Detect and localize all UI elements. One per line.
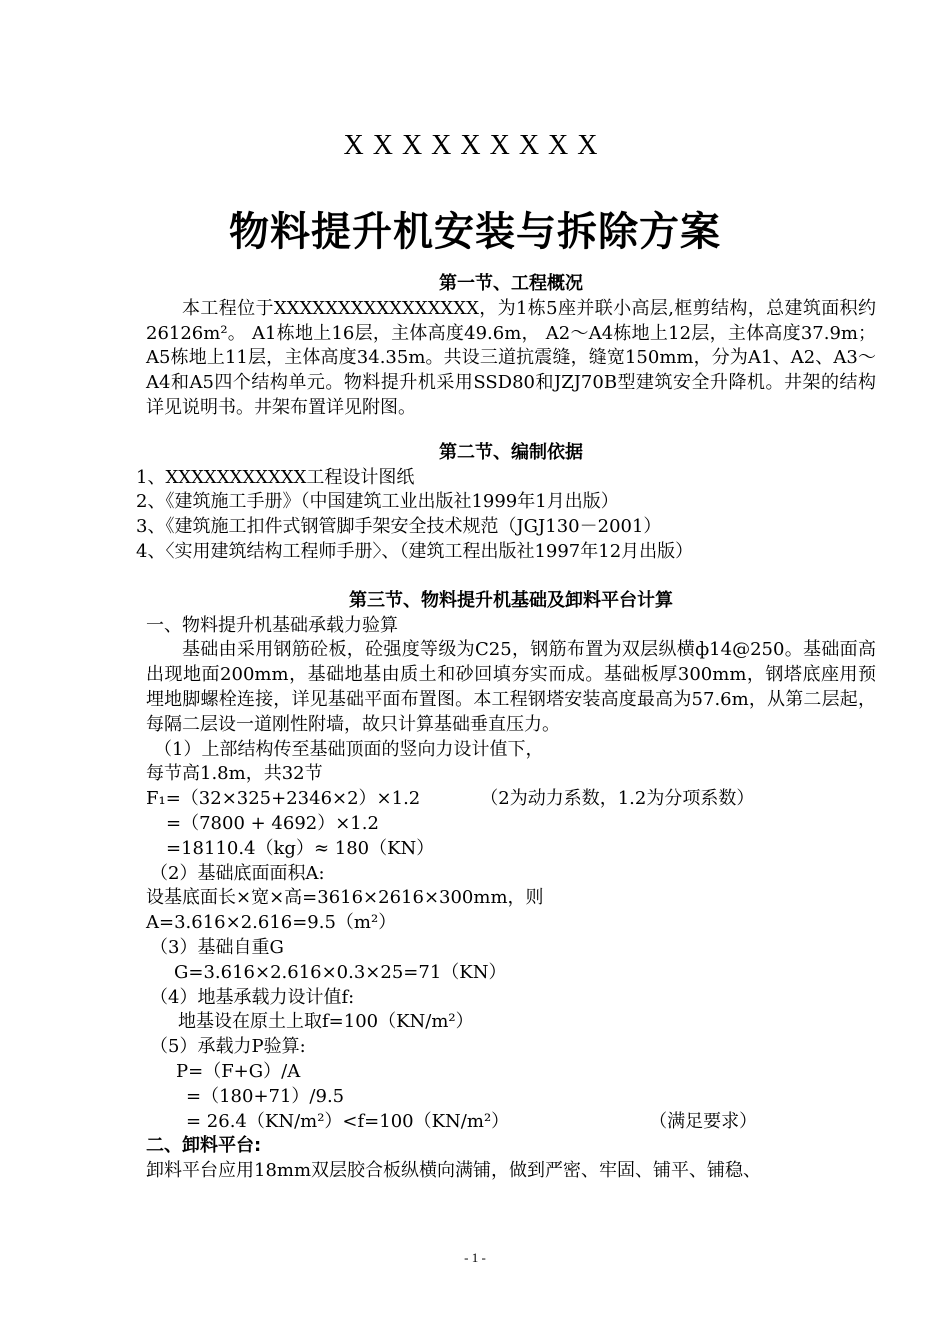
- calc-line: =（180+71）/9.5: [186, 1085, 345, 1107]
- calc-line: （4）地基承载力设计值f:: [150, 986, 355, 1008]
- calc-line: =（7800 + 4692）×1.2: [166, 812, 379, 834]
- section1-heading: 第一节、工程概况: [439, 273, 583, 294]
- reference-list: [136, 466, 876, 565]
- document-body: [136, 272, 876, 1184]
- calc-note: （满足要求）: [649, 1110, 758, 1132]
- calc-line: （5）承载力P验算:: [150, 1036, 306, 1058]
- calc-line: （3）基础自重G: [150, 936, 284, 958]
- section3-paragraph: 基础由采用钢筋砼板，砼强度等级为C25，钢筋布置为双层纵横ф14@250。基础面高出现地面200mm，基础地基由质土和砂回填夯实而成。基础板厚300mm，钢塔底座用预埋地脚螺栓连接，详见基础平面布置图。本工程钢塔安装高度最高为57.6m，从第二层起，每隔二层设一道刚性附墙，故只计算基础垂直压力。: [146, 639, 876, 735]
- section3-sub1: 一、物料提升机基础承载力验算: [146, 614, 398, 636]
- title-code: XXXXXXXXX: [343, 130, 607, 161]
- section3-sub2-text: 卸料平台应用18mm双层胶合板纵横向满铺，做到严密、牢固、铺平、铺稳、: [146, 1160, 762, 1182]
- section2-heading: 第二节、编制依据: [439, 441, 583, 463]
- calc-line: A=3.616×2.616=9.5（m²）: [146, 912, 397, 934]
- calc-line: （2）基础底面面积A:: [150, 862, 325, 884]
- calc-line: 设基底面长×宽×高=3616×2616×300mm，则: [146, 887, 544, 909]
- calc-line: （1）上部结构传至基础顶面的竖向力设计值下，: [154, 738, 544, 760]
- section1-paragraph: 本工程位于XXXXXXXXXXXXXXXX，为1栋5座并联小高层,框剪结构，总建筑面积约26126m²。 A1栋地上16层，主体高度49.6m， A2～A4栋地上12层，主体高度37.9m；A5栋地上11层，主体高度34.35m。共设三道抗震缝，缝宽150mm，分为A1、A2、A3～A4和A5四个结构单元。物料提升机采用SSD80和JZJ70B型建筑安全升降机。井架的结构详见说明书。井架布置详见附图。: [146, 297, 876, 418]
- calc-formula: = 26.4（KN/m²）<f=100（KN/m²）: [186, 1110, 510, 1132]
- page-number: - 1 -: [464, 1250, 486, 1265]
- document-title: 物料提升机安装与拆除方案: [229, 209, 721, 255]
- calc-line: 地基设在原土上取f=100（KN/m²）: [178, 1011, 474, 1033]
- calc-line: [146, 1110, 876, 1135]
- list-item: 1、XXXXXXXXXXX工程设计图纸: [136, 466, 415, 488]
- calc-line: =18110.4（kg）≈ 180（KN）: [166, 837, 435, 859]
- calc-note: （2为动力系数，1.2为分项系数）: [480, 788, 755, 810]
- section3-heading: 第三节、物料提升机基础及卸料平台计算: [349, 589, 673, 611]
- calc-line: G=3.616×2.616×0.3×25=71（KN）: [174, 961, 507, 983]
- list-item: 2、《建筑施工手册》（中国建筑工业出版社1999年1月出版）: [136, 491, 619, 513]
- list-item: 3、《建筑施工扣件式钢管脚手架安全技术规范（JGJ130－2001）: [136, 516, 662, 538]
- calc-line: P=（F+G）/A: [176, 1060, 301, 1082]
- calc-line: [146, 787, 876, 812]
- list-item: 4、〈实用建筑结构工程师手册〉、（建筑工程出版社1997年12月出版）: [136, 540, 694, 562]
- calc-formula: F₁=（32×325+2346×2）×1.2: [146, 788, 421, 810]
- section3-sub2: 二、卸料平台:: [146, 1135, 262, 1157]
- calc-line: 每节高1.8m，共32节: [146, 763, 323, 785]
